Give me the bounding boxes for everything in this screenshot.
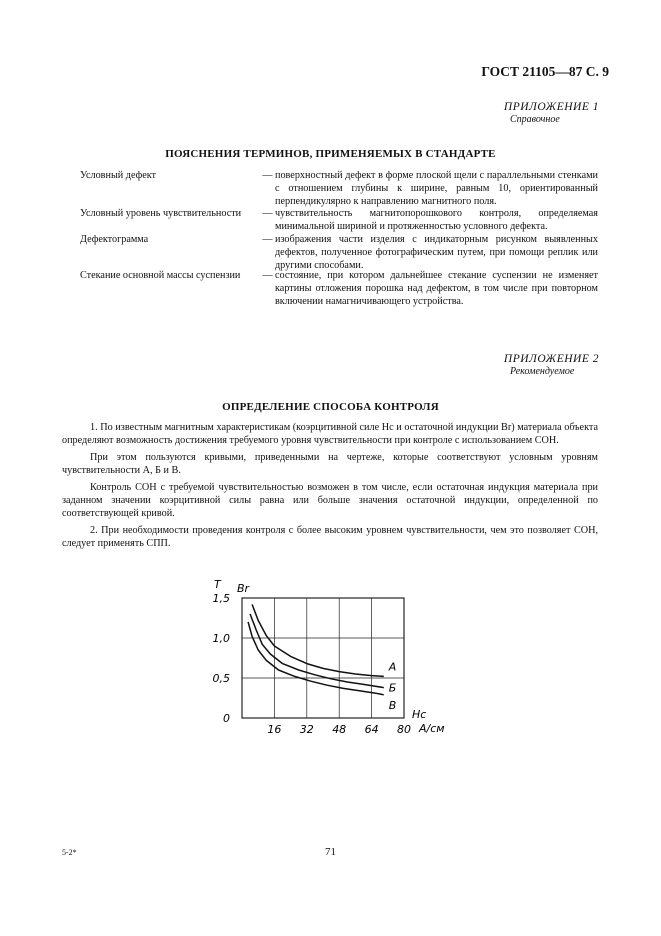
chart-series bbox=[248, 604, 396, 711]
paragraph: 2. При необходимости проведения контроля с более высоким уровнем чувствительности, чем это позволяет СОН, следует применять СПП. bbox=[62, 524, 598, 550]
term-definition: поверхностный дефект в форме плоской щели с параллельными стенками с отношением глубины к ширине, равным 10, ориентированный перпендикулярно к направлению магнитного поля. bbox=[275, 170, 598, 208]
x-unit-label: А/см bbox=[419, 722, 445, 735]
x-tick-label: 16 bbox=[267, 723, 282, 736]
series-label: А bbox=[388, 660, 397, 674]
term-definition: чувствительность магнитопорошкового контроля, определяемая минимальной шириной и протяженностью условного дефекта. bbox=[275, 208, 598, 233]
term-dash: — bbox=[262, 170, 273, 181]
paragraph: 1. По известным магнитным характеристикам (коэрцитивной силе Hc и остаточной индукции Br) материала объекта определяют возможность достижения требуемого уровня чувствительности при контроле с использованием СОН. bbox=[62, 422, 598, 447]
y-tick-label: 0,5 bbox=[212, 672, 230, 685]
term-name: Условный уровень чувствительности bbox=[80, 208, 242, 219]
term-row bbox=[80, 233, 598, 272]
term-dash: — bbox=[262, 208, 273, 219]
x-tick-label: 80 bbox=[397, 723, 411, 736]
document-header: ГОСТ 21105—87 С. 9 bbox=[481, 64, 609, 79]
series-line-2 bbox=[250, 614, 384, 688]
x-axis-label: Hc bbox=[412, 708, 427, 721]
terms-list bbox=[80, 169, 598, 309]
paragraph: При этом пользуются кривыми, приведенными на чертеже, которые соответствуют условным уровням чувствительности А, Б и В. bbox=[62, 451, 598, 477]
term-row bbox=[80, 269, 598, 309]
paragraph: Контроль СОН с требуемой чувствительностью возможен в том числе, если остаточная индукция материала при заданном значении коэрцитивной силы равна или больше значения остаточной индукции, определенной по соответствующей кривой. bbox=[62, 481, 598, 520]
term-name: Условный дефект bbox=[80, 170, 157, 181]
term-dash: — bbox=[262, 270, 273, 281]
appendix2-status: Рекомендуемое bbox=[510, 366, 575, 377]
y-axis-label: Br bbox=[237, 582, 250, 595]
term-name: Дефектограмма bbox=[80, 234, 149, 245]
series-label: В bbox=[388, 698, 397, 712]
series-label: Б bbox=[388, 681, 397, 695]
term-row bbox=[80, 169, 598, 207]
term-definition: изображения части изделия с индикаторным рисунком выявленных дефектов, полученное фотографическим путем, при помощи реплик или другими способами. bbox=[275, 234, 598, 272]
term-name: Стекание основной массы суспензии bbox=[80, 270, 241, 281]
x-tick-label: 48 bbox=[332, 723, 347, 736]
x-tick-label: 64 bbox=[364, 723, 379, 736]
page-number: 71 bbox=[325, 846, 336, 858]
y-unit-label: Т bbox=[214, 578, 221, 591]
section1-title: ПОЯСНЕНИЯ ТЕРМИНОВ, ПРИМЕНЯЕМЫХ В СТАНДАРТЕ bbox=[165, 148, 496, 160]
chart-grid bbox=[213, 592, 412, 736]
footer-code: 5-2* bbox=[62, 848, 77, 857]
br-hc-chart bbox=[190, 570, 460, 750]
x-tick-label: 32 bbox=[299, 723, 314, 736]
appendix1-status: Справочное bbox=[510, 114, 560, 125]
term-row bbox=[80, 207, 598, 233]
appendix1-label: ПРИЛОЖЕНИЕ 1 bbox=[503, 101, 599, 113]
chart-labels bbox=[214, 578, 445, 735]
y-tick-label: 1,5 bbox=[212, 592, 230, 605]
term-dash: — bbox=[262, 234, 273, 245]
term-definition: состояние, при котором дальнейшее стекание суспензии не изменяет картины отложения порошка над дефектом, в том числе при повторном включении намагничивающего устройства. bbox=[275, 270, 598, 308]
body-text bbox=[62, 421, 598, 554]
plot-frame bbox=[242, 598, 404, 718]
section2-title: ОПРЕДЕЛЕНИЕ СПОСОБА КОНТРОЛЯ bbox=[222, 401, 439, 413]
y-tick-label: 1,0 bbox=[212, 632, 230, 645]
appendix2-label: ПРИЛОЖЕНИЕ 2 bbox=[503, 353, 599, 365]
y-tick-label: 0 bbox=[223, 712, 230, 725]
